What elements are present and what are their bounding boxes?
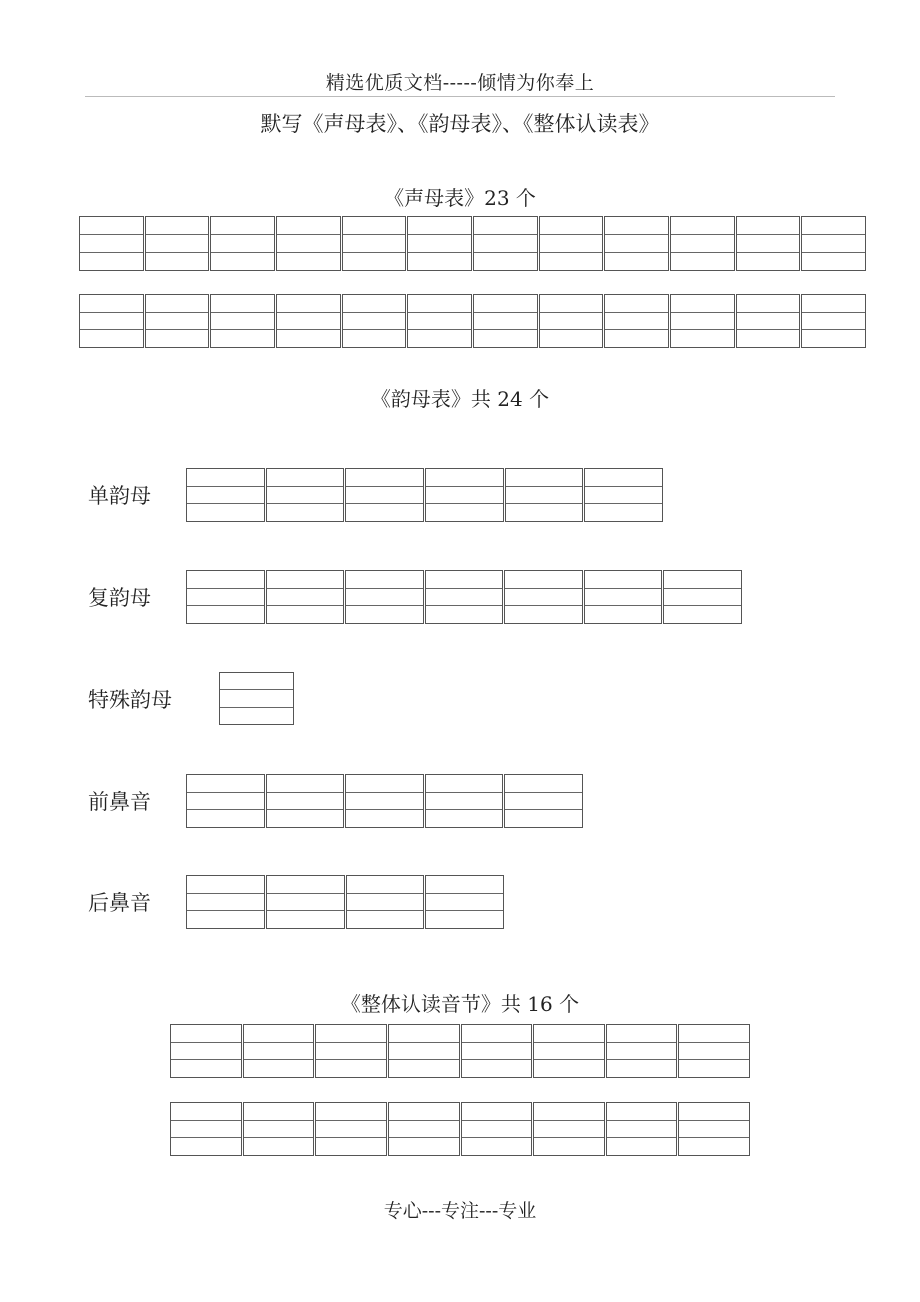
writing-line [802, 253, 865, 270]
document-title: 默写《声母表》、《韵母表》、《整体认读表》 [260, 112, 660, 136]
writing-line [389, 1060, 459, 1077]
writing-line [171, 1103, 241, 1121]
writing-cell [186, 774, 265, 828]
writing-line [343, 235, 406, 253]
writing-line [679, 1060, 749, 1077]
writing-line [534, 1025, 604, 1043]
writing-cell [670, 294, 735, 348]
writing-line [211, 330, 274, 347]
writing-line [277, 295, 340, 313]
writing-line [540, 313, 603, 331]
writing-line [316, 1138, 386, 1155]
writing-line [506, 469, 583, 487]
writing-line [534, 1060, 604, 1077]
writing-line [146, 253, 209, 270]
writing-cell [678, 1024, 750, 1078]
writing-cell [425, 468, 504, 522]
writing-cell [425, 570, 504, 624]
writing-line [277, 313, 340, 331]
writing-line [737, 253, 800, 270]
writing-line [607, 1121, 677, 1139]
writing-line [277, 330, 340, 347]
writing-line [346, 606, 423, 623]
writing-line [426, 793, 503, 811]
writing-line [679, 1103, 749, 1121]
writing-line [347, 894, 424, 912]
writing-line [679, 1025, 749, 1043]
writing-line [426, 606, 503, 623]
writing-cell [604, 216, 669, 271]
writing-line [462, 1060, 532, 1077]
writing-cell [170, 1102, 242, 1156]
writing-line [244, 1103, 314, 1121]
writing-line [187, 571, 264, 589]
writing-line [426, 469, 503, 487]
writing-cell [266, 468, 345, 522]
writing-cell [533, 1024, 605, 1078]
writing-line [671, 217, 734, 235]
writing-cell [539, 216, 604, 271]
writing-line [389, 1138, 459, 1155]
writing-cell [461, 1024, 533, 1078]
writing-line [346, 504, 423, 521]
writing-line [171, 1121, 241, 1139]
writing-line [316, 1121, 386, 1139]
writing-line [244, 1121, 314, 1139]
writing-line [277, 217, 340, 235]
writing-line [277, 235, 340, 253]
writing-cell [276, 216, 341, 271]
writing-line [80, 330, 143, 347]
writing-line [346, 810, 423, 827]
writing-line [244, 1138, 314, 1155]
shengmu-grid-row-1 [79, 216, 866, 271]
writing-line [802, 295, 865, 313]
writing-line [426, 487, 503, 505]
writing-line [211, 253, 274, 270]
writing-line [679, 1138, 749, 1155]
writing-line [462, 1138, 532, 1155]
writing-line [346, 793, 423, 811]
writing-line [346, 487, 423, 505]
writing-line [671, 330, 734, 347]
writing-line [474, 313, 537, 331]
writing-line [540, 217, 603, 235]
writing-cell [170, 1024, 242, 1078]
writing-line [462, 1025, 532, 1043]
writing-line [146, 235, 209, 253]
writing-line [267, 775, 344, 793]
writing-line [605, 330, 668, 347]
writing-line [462, 1043, 532, 1061]
writing-line [267, 606, 344, 623]
writing-line [408, 330, 471, 347]
writing-line [316, 1060, 386, 1077]
writing-line [607, 1138, 677, 1155]
writing-line [343, 330, 406, 347]
yunmu-section-title: 《韵母表》共 24 个 [370, 387, 550, 411]
writing-line [389, 1103, 459, 1121]
houbiyin-grid [186, 875, 504, 929]
writing-cell [606, 1102, 678, 1156]
writing-line [474, 253, 537, 270]
writing-line [187, 894, 264, 912]
writing-line [146, 217, 209, 235]
writing-cell [79, 216, 144, 271]
writing-line [802, 217, 865, 235]
writing-cell [388, 1024, 460, 1078]
writing-line [737, 330, 800, 347]
writing-cell [345, 774, 424, 828]
writing-line [244, 1060, 314, 1077]
writing-cell [801, 294, 866, 348]
writing-line [679, 1043, 749, 1061]
writing-line [426, 894, 503, 912]
writing-line [426, 876, 503, 894]
writing-line [408, 313, 471, 331]
writing-line [534, 1138, 604, 1155]
writing-line [408, 235, 471, 253]
writing-line [671, 235, 734, 253]
dan-yunmu-grid [186, 468, 663, 522]
writing-line [664, 571, 741, 589]
writing-line [146, 330, 209, 347]
writing-line [671, 253, 734, 270]
writing-line [80, 217, 143, 235]
writing-line [211, 235, 274, 253]
writing-line [80, 295, 143, 313]
writing-line [607, 1043, 677, 1061]
writing-cell [678, 1102, 750, 1156]
writing-line [664, 589, 741, 607]
writing-line [408, 253, 471, 270]
writing-line [267, 589, 344, 607]
writing-line [187, 606, 264, 623]
writing-cell [504, 774, 583, 828]
writing-line [187, 793, 264, 811]
writing-line [187, 911, 264, 928]
writing-line [316, 1043, 386, 1061]
writing-line [426, 589, 503, 607]
writing-line [671, 313, 734, 331]
writing-line [426, 571, 503, 589]
writing-line [737, 235, 800, 253]
writing-cell [736, 294, 801, 348]
writing-line [146, 313, 209, 331]
writing-line [607, 1103, 677, 1121]
writing-line [426, 810, 503, 827]
writing-line [802, 330, 865, 347]
writing-line [607, 1025, 677, 1043]
writing-line [426, 911, 503, 928]
writing-cell [606, 1024, 678, 1078]
writing-cell [407, 294, 472, 348]
writing-line [474, 235, 537, 253]
fu-yunmu-grid [186, 570, 742, 624]
writing-cell [145, 216, 210, 271]
writing-line [540, 295, 603, 313]
writing-line [505, 589, 582, 607]
writing-line [343, 313, 406, 331]
shengmu-section-title: 《声母表》23 个 [384, 186, 536, 210]
writing-cell [473, 294, 538, 348]
writing-line [505, 793, 582, 811]
writing-cell [346, 875, 425, 929]
zhengti-grid-row-1 [170, 1024, 750, 1078]
teshu-yunmu-label: 特殊韵母 [88, 688, 172, 712]
writing-cell [663, 570, 742, 624]
writing-line [605, 217, 668, 235]
writing-line [585, 606, 662, 623]
writing-line [220, 708, 293, 724]
writing-line [540, 253, 603, 270]
writing-line [605, 295, 668, 313]
writing-line [506, 504, 583, 521]
writing-line [802, 313, 865, 331]
writing-cell [266, 774, 345, 828]
header-divider [85, 96, 835, 97]
writing-line [346, 469, 423, 487]
writing-cell [276, 294, 341, 348]
writing-cell [315, 1102, 387, 1156]
writing-line [267, 894, 344, 912]
writing-line [737, 295, 800, 313]
writing-line [737, 217, 800, 235]
writing-cell [388, 1102, 460, 1156]
writing-cell [342, 216, 407, 271]
writing-cell [425, 875, 504, 929]
writing-cell [407, 216, 472, 271]
houbiyin-label: 后鼻音 [88, 891, 151, 915]
writing-cell [315, 1024, 387, 1078]
writing-line [267, 911, 344, 928]
writing-line [426, 775, 503, 793]
writing-cell [186, 570, 265, 624]
writing-line [585, 487, 662, 505]
writing-line [462, 1103, 532, 1121]
writing-line [540, 330, 603, 347]
qianbiyin-label: 前鼻音 [88, 790, 151, 814]
writing-line [211, 313, 274, 331]
writing-line [343, 253, 406, 270]
writing-cell [266, 570, 345, 624]
writing-line [267, 487, 344, 505]
writing-line [267, 810, 344, 827]
writing-line [737, 313, 800, 331]
writing-line [671, 295, 734, 313]
writing-line [534, 1103, 604, 1121]
writing-line [80, 313, 143, 331]
writing-line [607, 1060, 677, 1077]
writing-cell [79, 294, 144, 348]
writing-line [346, 589, 423, 607]
writing-line [211, 295, 274, 313]
writing-cell [461, 1102, 533, 1156]
writing-line [343, 295, 406, 313]
writing-line [220, 673, 293, 690]
writing-cell [584, 570, 663, 624]
writing-line [244, 1025, 314, 1043]
writing-line [267, 469, 344, 487]
writing-cell [342, 294, 407, 348]
writing-line [220, 690, 293, 707]
qianbiyin-grid [186, 774, 583, 828]
writing-cell [210, 294, 275, 348]
writing-line [540, 235, 603, 253]
writing-line [534, 1043, 604, 1061]
zhengti-section-title: 《整体认读音节》共 16 个 [340, 992, 580, 1016]
zhengti-grid-row-2 [170, 1102, 750, 1156]
writing-line [506, 487, 583, 505]
writing-line [346, 775, 423, 793]
writing-cell [186, 468, 265, 522]
writing-line [462, 1121, 532, 1139]
writing-line [171, 1138, 241, 1155]
writing-line [171, 1025, 241, 1043]
writing-line [474, 330, 537, 347]
writing-line [389, 1025, 459, 1043]
writing-line [316, 1103, 386, 1121]
writing-cell [345, 570, 424, 624]
writing-line [664, 606, 741, 623]
writing-line [211, 217, 274, 235]
writing-line [346, 571, 423, 589]
writing-line [187, 487, 264, 505]
writing-line [426, 504, 503, 521]
writing-cell [243, 1102, 315, 1156]
writing-line [267, 876, 344, 894]
writing-line [679, 1121, 749, 1139]
writing-line [171, 1060, 241, 1077]
writing-line [267, 571, 344, 589]
writing-line [389, 1121, 459, 1139]
writing-cell [736, 216, 801, 271]
writing-line [585, 571, 662, 589]
writing-line [347, 876, 424, 894]
writing-line [187, 810, 264, 827]
writing-line [80, 235, 143, 253]
writing-cell [145, 294, 210, 348]
writing-line [585, 469, 662, 487]
writing-cell [505, 468, 584, 522]
writing-line [347, 911, 424, 928]
writing-cell [243, 1024, 315, 1078]
writing-line [187, 589, 264, 607]
writing-cell [801, 216, 866, 271]
writing-line [474, 217, 537, 235]
writing-cell [210, 216, 275, 271]
writing-line [474, 295, 537, 313]
writing-cell [539, 294, 604, 348]
writing-line [343, 217, 406, 235]
writing-cell [219, 672, 294, 725]
shengmu-grid-row-2 [79, 294, 866, 348]
writing-line [187, 775, 264, 793]
dan-yunmu-label: 单韵母 [88, 484, 151, 508]
writing-line [244, 1043, 314, 1061]
page-header: 精选优质文档-----倾情为你奉上 [325, 72, 595, 94]
writing-line [316, 1025, 386, 1043]
writing-line [505, 606, 582, 623]
teshu-yunmu-grid [219, 672, 294, 725]
writing-line [408, 217, 471, 235]
writing-cell [266, 875, 345, 929]
writing-line [605, 313, 668, 331]
writing-cell [533, 1102, 605, 1156]
writing-line [505, 810, 582, 827]
writing-cell [345, 468, 424, 522]
page-footer: 专心---专注---专业 [383, 1200, 537, 1222]
writing-line [389, 1043, 459, 1061]
writing-line [505, 571, 582, 589]
writing-line [605, 253, 668, 270]
writing-line [171, 1043, 241, 1061]
fu-yunmu-label: 复韵母 [88, 586, 151, 610]
writing-line [146, 295, 209, 313]
writing-line [267, 504, 344, 521]
writing-line [585, 504, 662, 521]
writing-cell [504, 570, 583, 624]
writing-cell [473, 216, 538, 271]
writing-cell [584, 468, 663, 522]
writing-cell [670, 216, 735, 271]
writing-line [267, 793, 344, 811]
writing-line [408, 295, 471, 313]
writing-line [187, 504, 264, 521]
writing-line [585, 589, 662, 607]
writing-line [277, 253, 340, 270]
writing-cell [425, 774, 504, 828]
writing-cell [186, 875, 265, 929]
writing-cell [604, 294, 669, 348]
writing-line [534, 1121, 604, 1139]
writing-line [605, 235, 668, 253]
writing-line [187, 876, 264, 894]
writing-line [505, 775, 582, 793]
writing-line [80, 253, 143, 270]
writing-line [802, 235, 865, 253]
writing-line [187, 469, 264, 487]
